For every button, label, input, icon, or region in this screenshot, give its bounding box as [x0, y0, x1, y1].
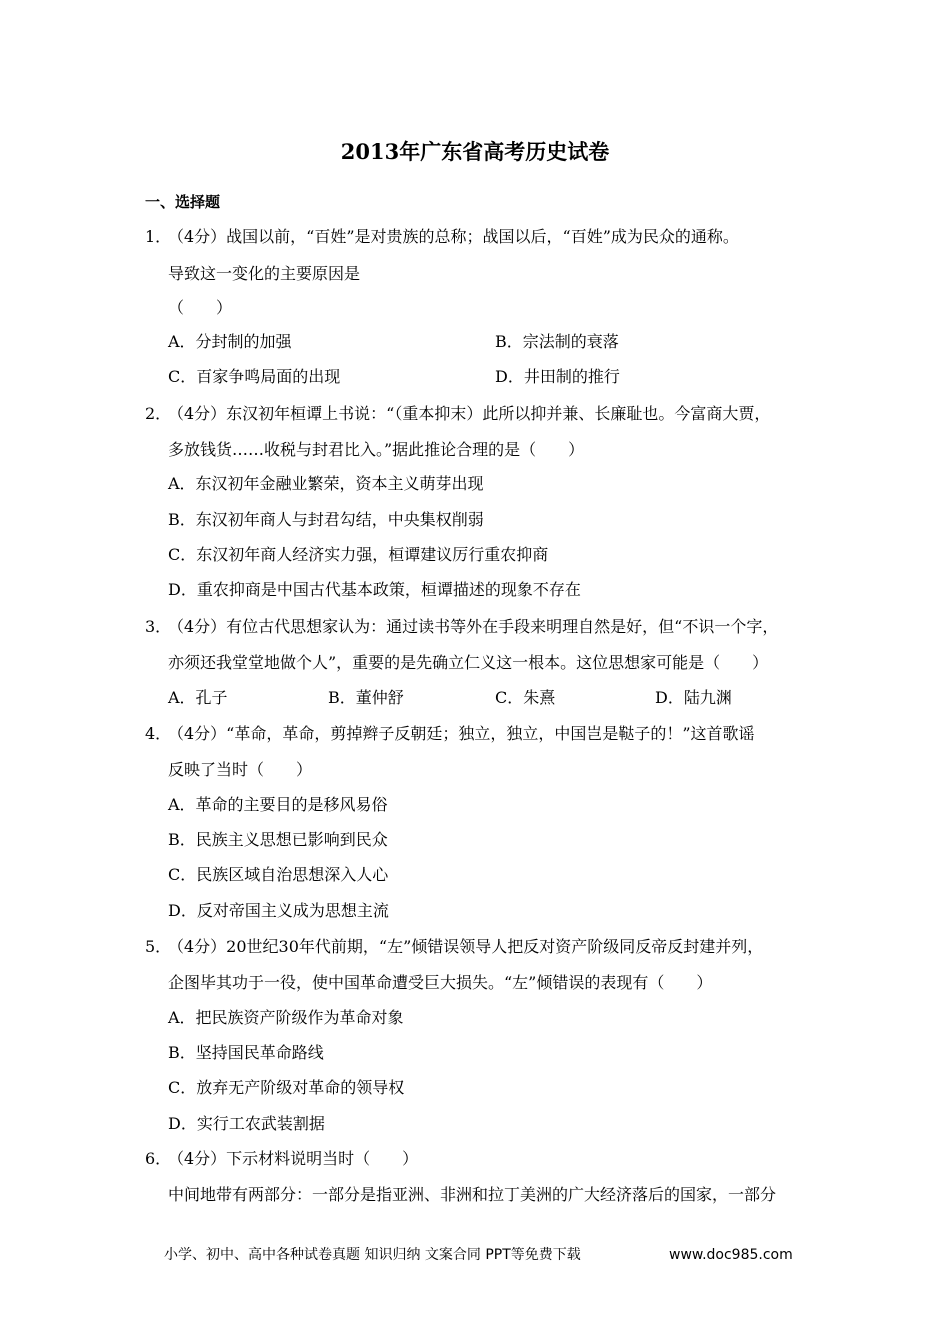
question-6-material: 中间地带有两部分：一部分是指亚洲、非洲和拉丁美洲的广大经济落后的国家，一部分: [168, 1185, 777, 1204]
question-4-option-c: C．民族区域自治思想深入人心: [168, 865, 389, 884]
question-5-stem: （4分）20世纪30年代前期，“左”倾错误领导人把反对资产阶级同反帝反封建并列，: [168, 937, 764, 956]
question-5-option-a: A．把民族资产阶级作为革命对象: [168, 1008, 404, 1027]
question-5-option-b: B．坚持国民革命路线: [168, 1043, 324, 1062]
question-3-option-b: B．董仲舒: [328, 688, 404, 707]
question-3-option-a: A．孔子: [168, 688, 228, 707]
question-5-option-c: C．放弃无产阶级对革命的领导权: [168, 1078, 405, 1097]
question-5-stem: 企图毕其功于一役，使中国革命遭受巨大损失。“左”倾错误的表现有（ ）: [168, 973, 713, 992]
question-3-option-c: C．朱熹: [495, 688, 556, 707]
question-2-option-d: D．重农抑商是中国古代基本政策，桓谭描述的现象不存在: [168, 580, 581, 599]
question-1-option-d: D．井田制的推行: [495, 367, 620, 386]
question-4-stem: （4分）“革命，革命，剪掉辫子反朝廷；独立，独立，中国岂是鞑子的！”这首歌谣: [168, 724, 755, 743]
question-3-stem: （4分）有位古代思想家认为：通过读书等外在手段来明理自然是好，但“不识一个字，: [168, 617, 779, 636]
footer-text: 小学、初中、高中各种试卷真题 知识归纳 文案合同 PPT等免费下载: [164, 1247, 581, 1263]
question-1-blank: （ ）: [168, 298, 233, 317]
page-title: 2013年广东省高考历史试卷: [340, 139, 610, 164]
section-heading: 一、选择题: [145, 193, 221, 211]
question-3-option-d: D．陆九渊: [655, 688, 732, 707]
question-2-option-b: B．东汉初年商人与封君勾结，中央集权削弱: [168, 510, 484, 529]
question-2-option-a: A．东汉初年金融业繁荣，资本主义萌芽出现: [168, 474, 484, 493]
question-4-number: 4．: [145, 724, 172, 743]
question-3-number: 3．: [145, 617, 172, 636]
question-1-option-c: C．百家争鸣局面的出现: [168, 367, 341, 386]
question-4-option-b: B．民族主义思想已影响到民众: [168, 830, 388, 849]
question-6-stem: （4分）下示材料说明当时（ ）: [168, 1149, 419, 1168]
question-4-option-d: D．反对帝国主义成为思想主流: [168, 901, 389, 920]
question-2-stem: 多放钱货……收税与封君比入。”据此推论合理的是（ ）: [168, 440, 585, 459]
question-5-number: 5．: [145, 937, 172, 956]
question-1-option-b: B．宗法制的衰落: [495, 332, 619, 351]
question-4-option-a: A．革命的主要目的是移风易俗: [168, 795, 388, 814]
footer-link[interactable]: www.doc985.com: [669, 1247, 793, 1263]
question-1-option-a: A．分封制的加强: [168, 332, 292, 351]
question-5-option-d: D．实行工农武装割据: [168, 1114, 325, 1133]
question-3-stem: 亦须还我堂堂地做个人”，重要的是先确立仁义这一根本。这位思想家可能是（ ）: [168, 653, 769, 672]
question-2-option-c: C．东汉初年商人经济实力强，桓谭建议厉行重农抑商: [168, 545, 549, 564]
question-1-stem: （4分）战国以前，“百姓”是对贵族的总称；战国以后，“百姓”成为民众的通称。: [168, 227, 739, 246]
question-2-number: 2．: [145, 404, 172, 423]
question-2-stem: （4分）东汉初年桓谭上书说：“（重本抑末）此所以抑并兼、长廉耻也。今富商大贾，: [168, 404, 771, 423]
question-4-stem: 反映了当时（ ）: [168, 760, 313, 779]
question-6-number: 6．: [145, 1149, 172, 1168]
question-1-stem: 导致这一变化的主要原因是: [168, 264, 361, 283]
question-1-number: 1．: [145, 227, 172, 246]
